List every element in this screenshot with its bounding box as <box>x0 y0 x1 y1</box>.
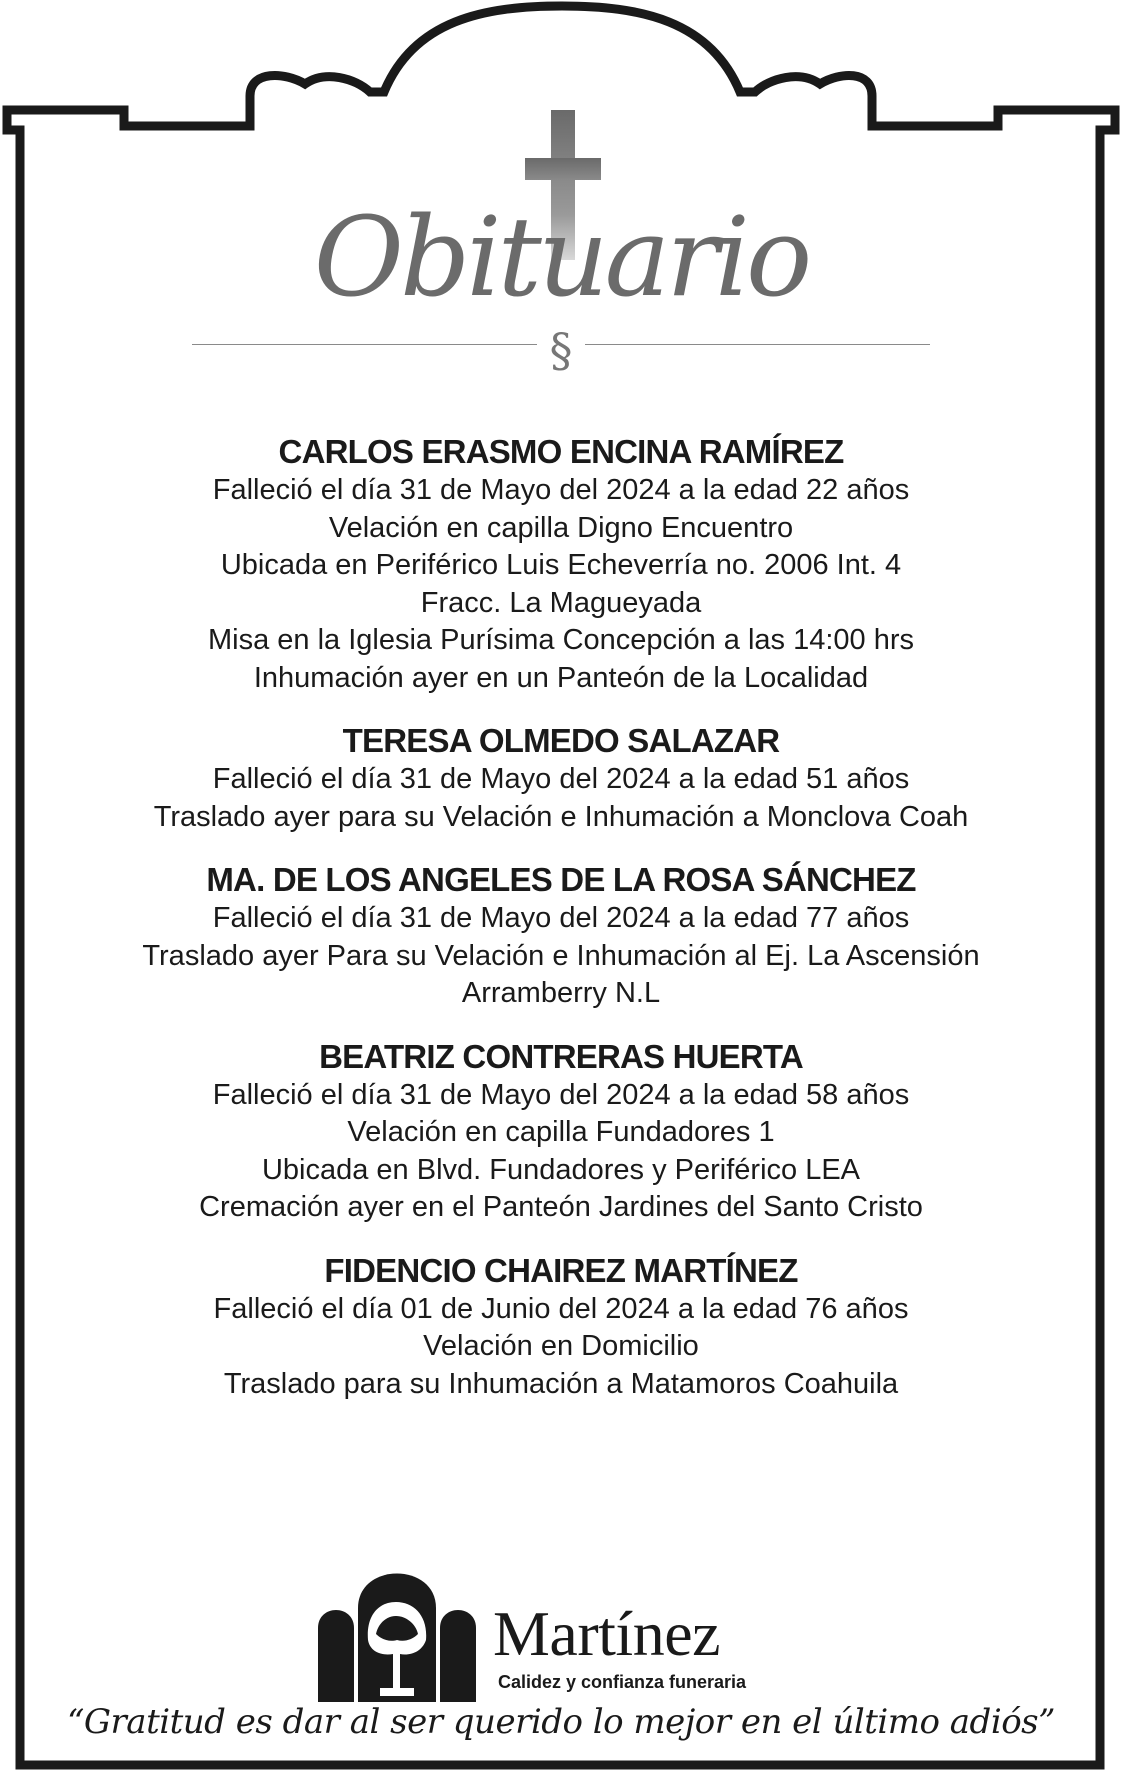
deceased-name: MA. DE LOS ANGELES DE LA ROSA SÁNCHEZ <box>206 861 916 898</box>
obituary-line: Velación en capilla Fundadores 1 <box>347 1116 775 1148</box>
funeral-home-name: Martínez <box>493 1598 720 1669</box>
funeral-home-tagline: Calidez y confianza funeraria <box>498 1672 747 1692</box>
obituary-entry <box>40 1251 1082 1404</box>
obituary-line: Falleció el día 31 de Mayo del 2024 a la edad 22 años <box>212 474 910 506</box>
divider-right <box>585 344 930 345</box>
obituary-entry <box>40 432 1082 697</box>
obituary-line: Traslado para su Inhumación a Matamoros Coahuila <box>223 1367 899 1400</box>
obituary-line: Cremación ayer en el Panteón Jardines del Santo Cristo <box>199 1191 923 1223</box>
funeral-home-logo-icon <box>316 1568 478 1702</box>
deceased-name: CARLOS ERASMO ENCINA RAMÍREZ <box>278 433 844 470</box>
closing-quote: “Gratitud es dar al ser querido lo mejor en el último adiós” <box>67 1702 1055 1742</box>
obituary-line: Velación en capilla Digno Encuentro <box>328 511 794 544</box>
obituary-line: Velación en Domicilio <box>423 1330 699 1362</box>
obituary-line: Ubicada en Periférico Luis Echeverría no. 2006 Int. 4 <box>220 549 902 581</box>
header <box>0 110 1122 390</box>
obituary-entry <box>40 721 1082 836</box>
deceased-name: TERESA OLMEDO SALAZAR <box>342 722 780 759</box>
deceased-name: FIDENCIO CHAIREZ MARTÍNEZ <box>324 1251 798 1289</box>
obituary-line: Falleció el día 31 de Mayo del 2024 a la edad 58 años <box>212 1078 910 1111</box>
obituary-line: Traslado ayer para su Velación e Inhumación a Monclova Coah <box>153 800 969 833</box>
obituary-line: Ubicada en Blvd. Fundadores y Periférico LEA <box>261 1153 861 1186</box>
deceased-name: BEATRIZ CONTRERAS HUERTA <box>319 1037 803 1075</box>
obituary-line: Inhumación ayer en un Panteón de la Localidad <box>253 661 869 694</box>
obituary-line: Arramberry N.L <box>461 977 661 1009</box>
obituary-entry <box>40 860 1082 1013</box>
obituary-line: Traslado ayer Para su Velación e Inhumación al Ej. La Ascensión <box>142 939 980 972</box>
obituary-line: Falleció el día 01 de Junio del 2024 a la edad 76 años <box>213 1292 909 1325</box>
obituary-list <box>40 432 1082 1403</box>
ornament-icon: § <box>549 323 573 377</box>
divider-left <box>192 344 537 345</box>
page-title: Obituario <box>313 193 809 321</box>
footer <box>0 1568 1122 1768</box>
obituary-entry <box>40 1037 1082 1227</box>
obituary-line: Falleció el día 31 de Mayo del 2024 a la edad 51 años <box>212 763 910 795</box>
obituary-line: Falleció el día 31 de Mayo del 2024 a la edad 77 años <box>212 902 910 934</box>
obituary-line: Fracc. La Magueyada <box>420 586 702 619</box>
obituary-line: Misa en la Iglesia Purísima Concepción a las 14:00 hrs <box>207 624 915 656</box>
